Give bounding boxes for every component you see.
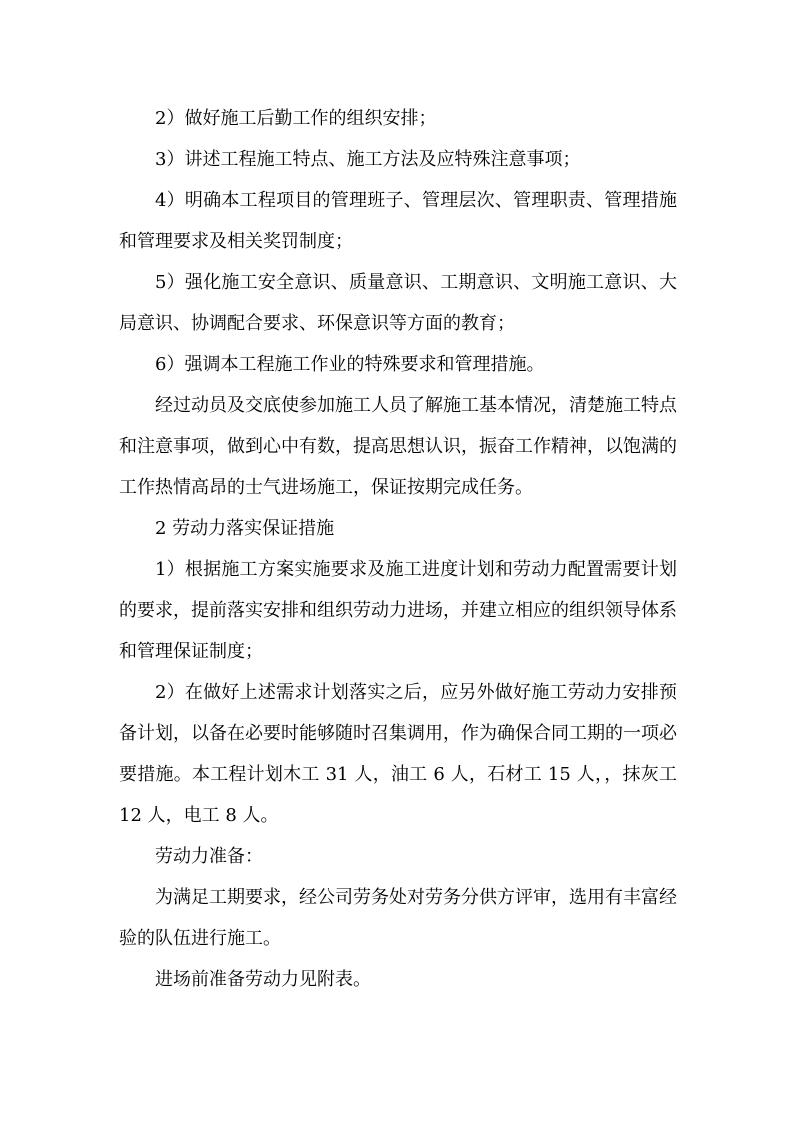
paragraph-summary: 经过动员及交底使参加施工人员了解施工基本情况，清楚施工特点和注意事项，做到心中有数，提高思想认识，振奋工作精神，以饱满的工作热情高昂的士气进场施工，保证按期完成任务。 bbox=[119, 395, 677, 498]
labor-prep-heading: 劳动力准备： bbox=[155, 846, 263, 867]
section-heading: 2 劳动力落实保证措施 bbox=[155, 518, 335, 539]
paragraph-item-2: 2）做好施工后勤工作的组织安排； bbox=[155, 108, 437, 129]
paragraph-item-5: 5）强化施工安全意识、质量意识、工期意识、文明施工意识、大局意识、协调配合要求、环保意识等方面的教育； bbox=[119, 272, 677, 334]
paragraph-item-3: 3）讲述工程施工特点、施工方法及应特殊注意事项； bbox=[155, 149, 581, 170]
paragraph-measure-1: 1）根据施工方案实施要求及施工进度计划和劳动力配置需要计划的要求，提前落实安排和组织劳动力进场，并建立相应的组织领导体系和管理保证制度； bbox=[119, 559, 677, 662]
labor-table-note: 进场前准备劳动力见附表。 bbox=[155, 969, 371, 990]
paragraph-measure-2: 2）在做好上述需求计划落实之后，应另外做好施工劳动力安排预备计划，以备在必要时能够随时召集调用，作为确保合同工期的一项必要措施。本工程计划木工 31 人，油工 6 人，石材工 15 人，，抹灰工 12 人，电工 8 人。 bbox=[119, 682, 677, 826]
paragraph-item-6: 6）强调本工程施工作业的特殊要求和管理措施。 bbox=[155, 354, 545, 375]
document-body bbox=[119, 98, 677, 1000]
paragraph-item-4: 4）明确本工程项目的管理班子、管理层次、管理职责、管理措施和管理要求及相关奖罚制度； bbox=[119, 190, 677, 252]
labor-prep-paragraph: 为满足工期要求，经公司劳务处对劳务分供方评审，选用有丰富经验的队伍进行施工。 bbox=[119, 887, 677, 949]
